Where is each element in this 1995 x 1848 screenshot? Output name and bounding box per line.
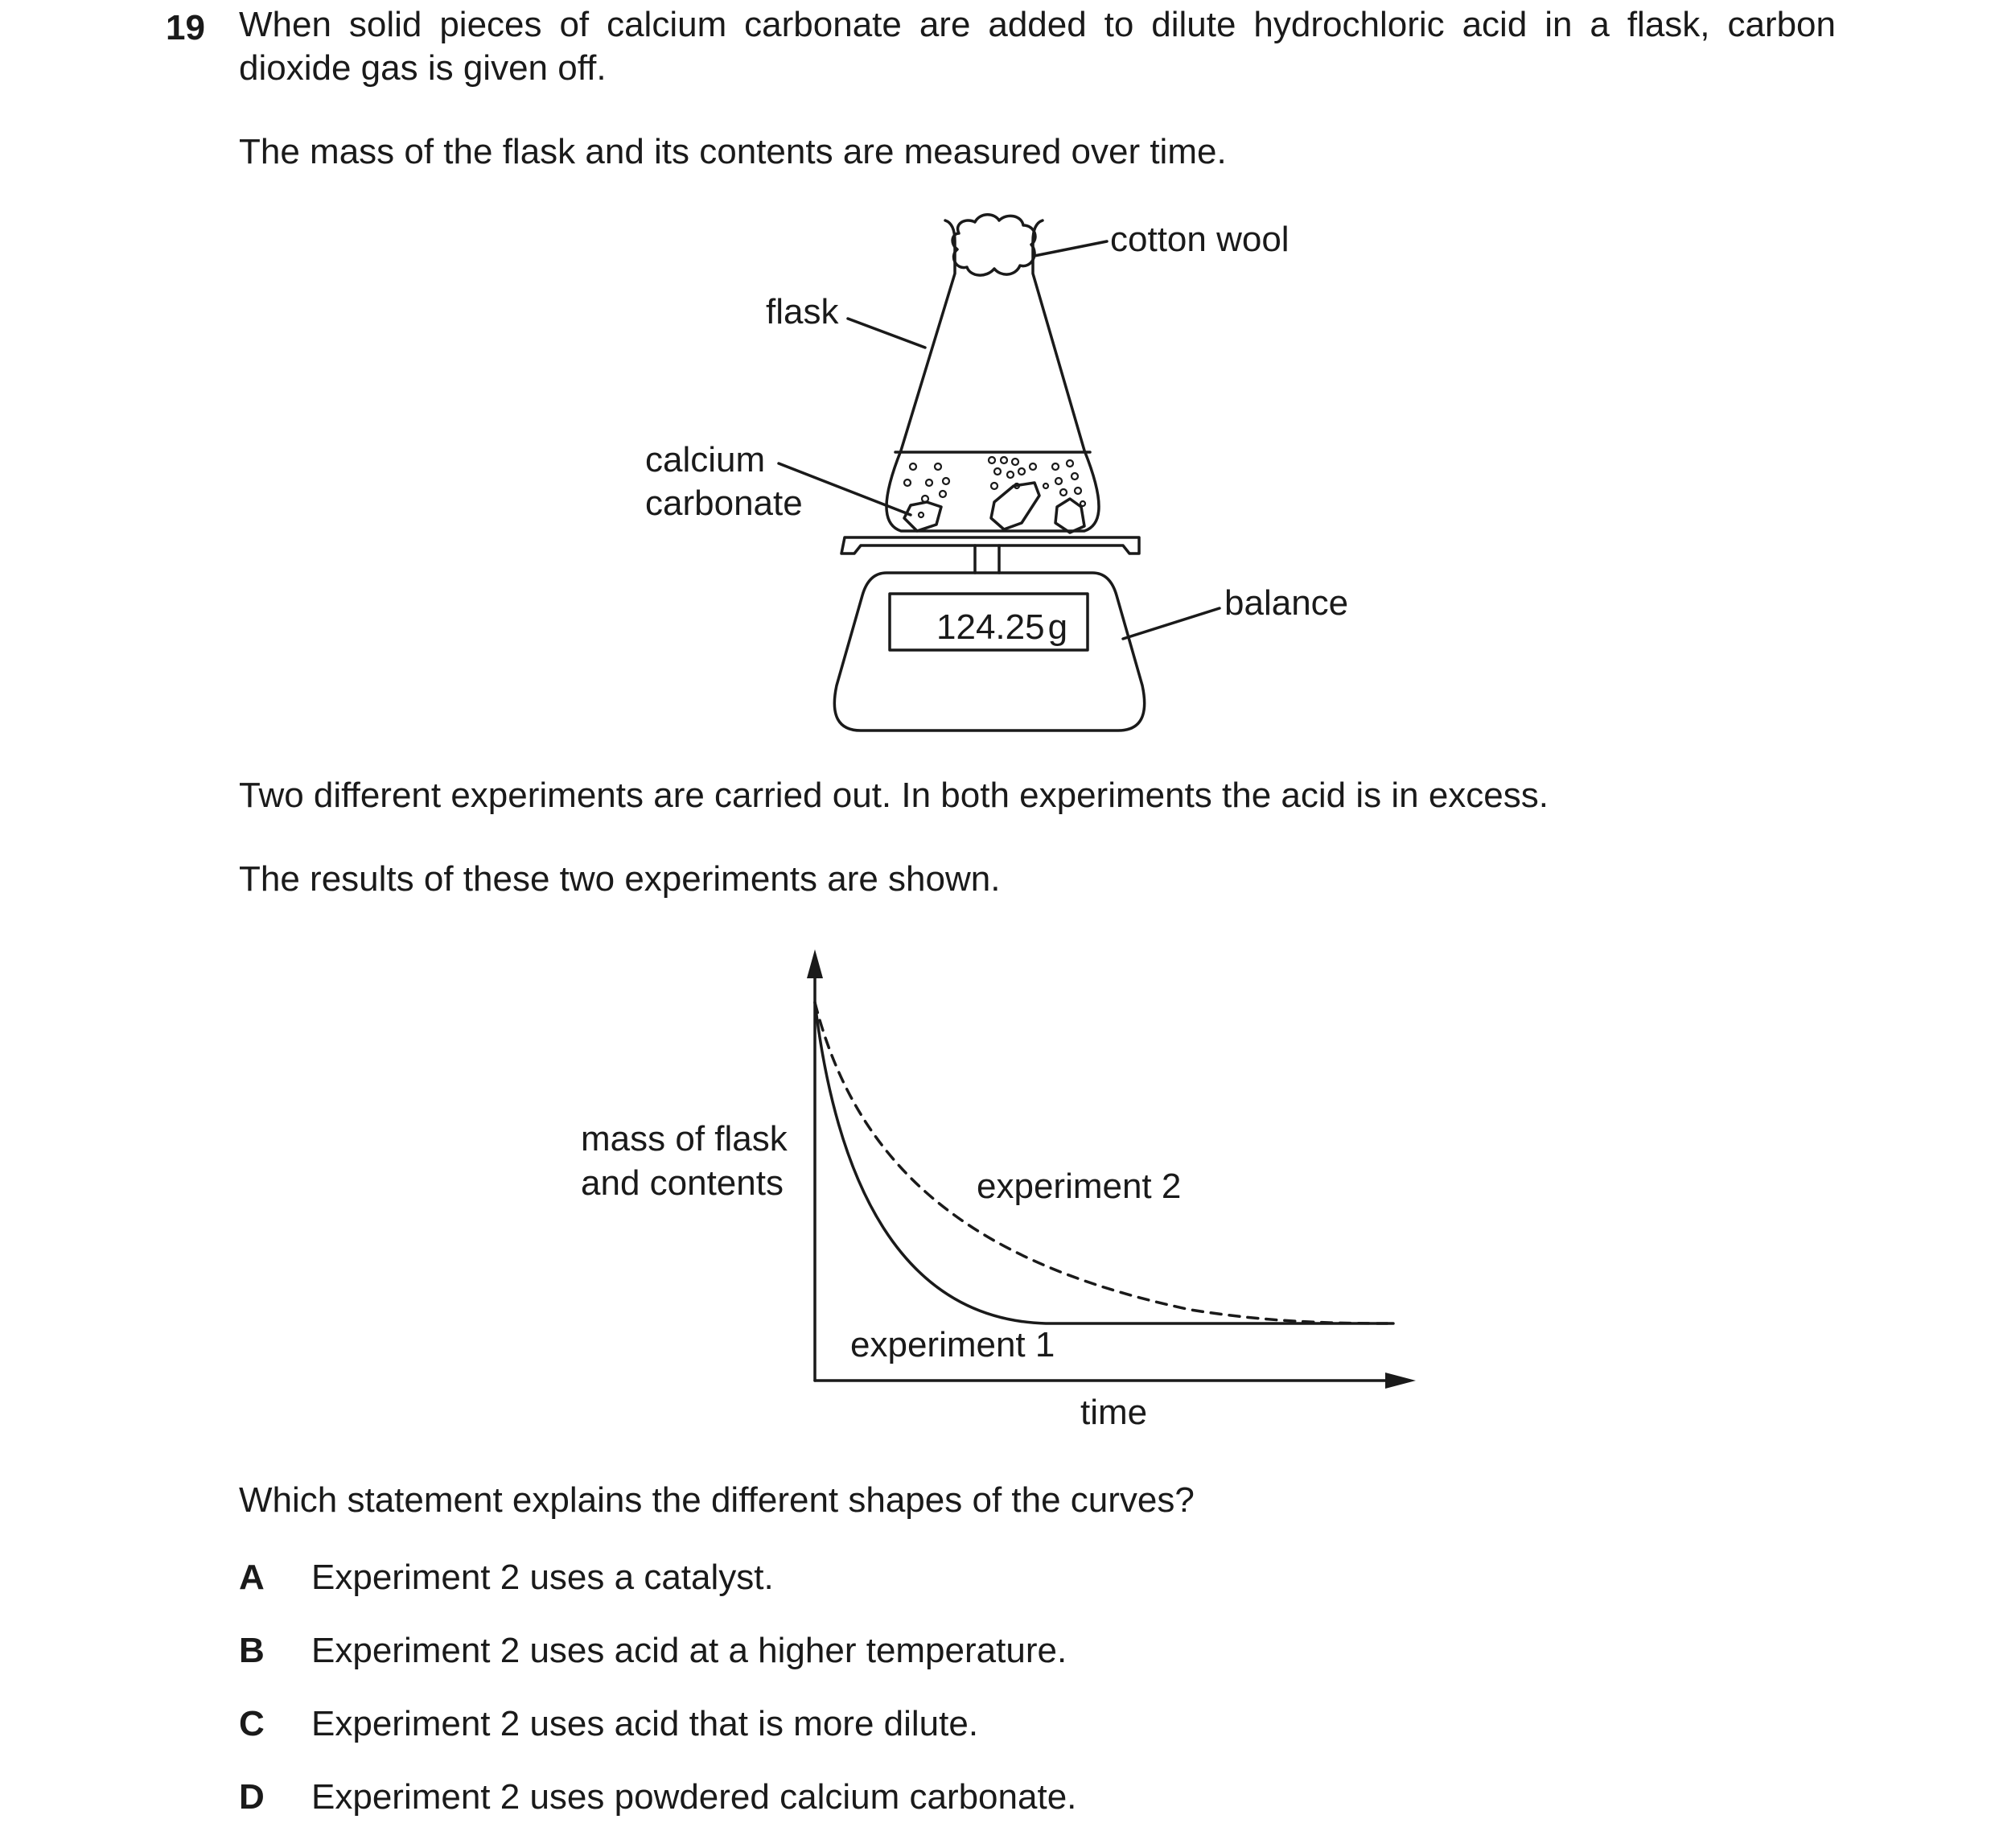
flask-label: flask [766,292,839,331]
option-d[interactable] [239,1776,1076,1819]
balance-reading: 124.25g [936,607,1068,647]
experiment-1-label: experiment 1 [850,1325,1055,1364]
experiments-statement: Two different experiments are carried out. In both experiments the acid is in excess. [239,776,1549,815]
option-b[interactable] [239,1629,1067,1673]
y-axis-label-line2: and contents [581,1163,784,1203]
calcium-carbonate-label-line1: calcium [645,440,766,479]
question-prompt: Which statement explains the different shapes of the curves? [239,1480,1195,1520]
balance-label: balance [1224,583,1349,623]
question-intro: When solid pieces of calcium carbonate are added to dilute hydrochloric acid in a flask, carbon dioxide gas is given off. [239,5,1836,88]
option-letter: A [239,1558,265,1597]
y-axis-label-line1: mass of flask [581,1119,788,1159]
option-letter: D [239,1777,265,1817]
measurement-statement: The mass of the flask and its contents are measured over time. [239,132,1227,171]
y-axis-arrowhead [807,949,823,978]
question-number: 19 [166,8,205,47]
option-text: Experiment 2 uses a catalyst. [311,1558,774,1597]
cotton-wool-label: cotton wool [1110,220,1290,259]
option-letter: B [239,1631,265,1670]
x-axis-label: time [1080,1393,1148,1432]
x-axis-arrowhead [1385,1373,1416,1389]
option-text: Experiment 2 uses powdered calcium carbonate. [311,1777,1077,1817]
option-a[interactable] [239,1556,774,1599]
option-text: Experiment 2 uses acid at a higher temperature. [311,1631,1067,1670]
results-statement: The results of these two experiments are shown. [239,859,1001,899]
option-letter: C [239,1704,265,1743]
experiment-2-curve [815,1002,1393,1323]
experiment-2-label: experiment 2 [977,1167,1182,1206]
option-c[interactable] [239,1702,978,1746]
experiment-1-curve [815,1002,1393,1323]
option-text: Experiment 2 uses acid that is more dilute. [311,1704,979,1743]
calcium-carbonate-label-line2: carbonate [645,484,803,523]
